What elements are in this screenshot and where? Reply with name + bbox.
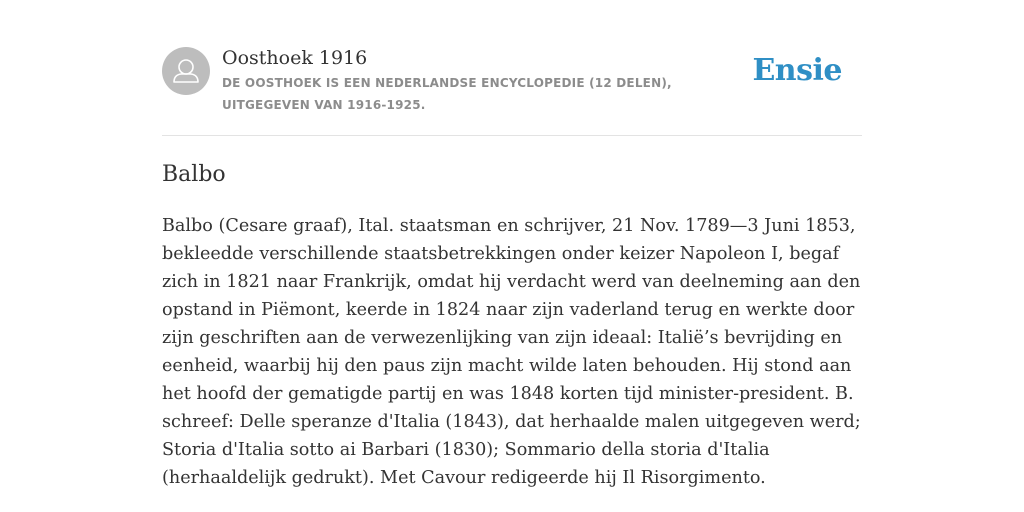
entry-title: Balbo [162,162,226,187]
header-divider [162,135,862,136]
source-description: DE OOSTHOEK IS EEN NEDERLANDSE ENCYCLOPEDIE (12 DELEN), UITGEGEVEN VAN 1916-1925. [222,76,672,112]
source-name[interactable]: Oosthoek 1916 [222,47,368,69]
page [162,0,862,512]
source-avatar[interactable] [162,47,210,95]
entry-body: Balbo (Cesare graaf), Ital. staatsman en schrijver, 21 Nov. 1789—3 Juni 1853, bekleedde verschillende staatsbetrekkingen onder keizer Napoleon I, begaf zich in 1821 naar Frankrijk, omdat hij verdacht werd van deelneming aan den opstand in Piëmont, keerde in 1824 naar zijn vaderland terug en werkte door zijn geschriften aan de verwezenlijking van zijn ideaal: Italië’s bevrijding en eenheid, waarbij hij den paus zijn macht wilde laten behouden. Hij stond aan het hoofd der gematigde partij en was 1848 korten tijd minister-president. B. schreef: Delle speranze d'Italia (1843), dat herhaalde malen uitgegeven werd; Storia d'Italia sotto ai Barbari (1830); Sommario della storia d'Italia (herhaaldelijk gedrukt). Met Cavour redigeerde hij Il Risorgimento. [162,216,861,488]
user-icon [162,47,210,95]
ensie-logo[interactable]: Ensie [752,53,842,88]
source-header [162,46,862,116]
